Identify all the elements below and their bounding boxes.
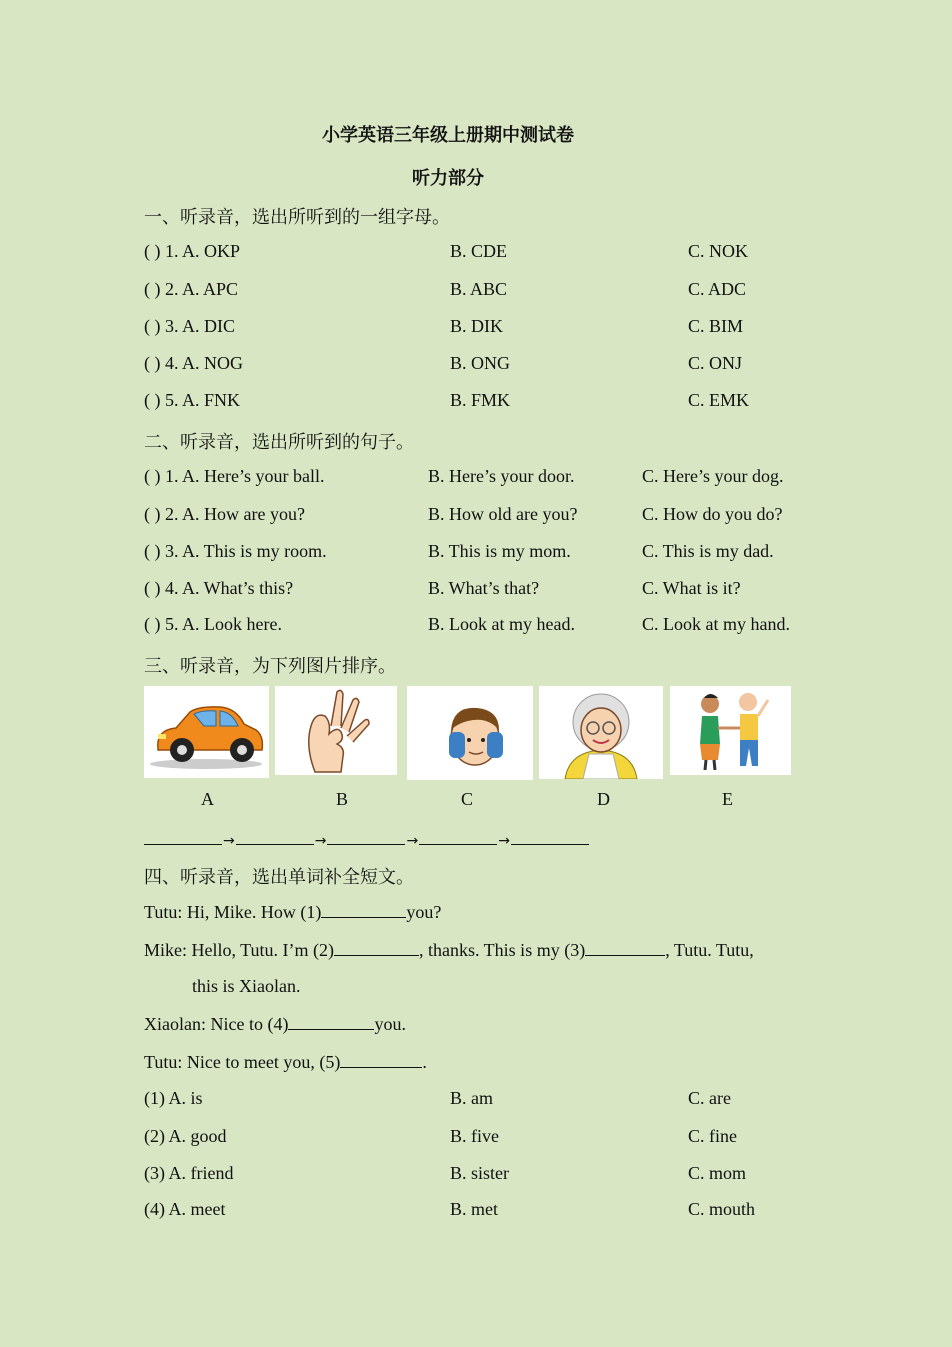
question-prefix: ( ) 4. A. What’s this? [144,578,294,598]
ordering-answer-line [144,828,589,850]
dialogue-text: Tutu: Nice to meet you, (5) [144,1052,341,1072]
option-c: C. ONJ [688,353,743,373]
option-b: B. ONG [450,353,511,373]
answer-blank[interactable] [288,1013,374,1030]
option-c: C. NOK [688,241,749,261]
dialogue-text: , Tutu. Tutu, [665,940,754,960]
arrow-icon: → [314,833,327,849]
picture-label: C [461,789,474,809]
greeting-people-icon [670,686,791,775]
option-a: (2) A. good [144,1126,227,1146]
car-icon [144,686,269,778]
question-row [144,279,844,303]
option-c: C. mouth [688,1199,756,1219]
picture-label: D [597,789,610,809]
answer-blank[interactable] [144,828,222,845]
answer-blank[interactable] [334,939,419,956]
option-b: B. met [450,1199,498,1219]
option-c: C. ADC [688,279,747,299]
question-row [144,241,844,265]
option-c: C. are [688,1088,731,1108]
option-c: C. EMK [688,390,750,410]
answer-blank[interactable] [321,901,406,918]
dialogue-line [144,939,754,961]
option-b: B. What’s that? [428,578,540,598]
option-c: C. Look at my hand. [642,614,790,634]
option-b: B. How old are you? [428,504,578,524]
dialogue-text: Tutu: Hi, Mike. How (1) [144,902,322,922]
option-b: B. Here’s your door. [428,466,575,486]
page-title: 小学英语三年级上册期中测试卷 [322,125,574,145]
question-row [144,541,844,565]
option-c: C. mom [688,1163,747,1183]
question-row [144,353,844,377]
option-b: B. This is my mom. [428,541,571,561]
boy-ears-icon [407,686,533,780]
option-b: B. DIK [450,316,503,336]
answer-blank[interactable] [236,828,314,845]
option-b: B. ABC [450,279,508,299]
question-prefix: ( ) 3. A. This is my room. [144,541,327,561]
section3-heading: 三、听录音，为下列图片排序。 [144,656,396,676]
section2-heading: 二、听录音，选出所听到的句子。 [144,432,414,452]
dialogue-text: Xiaolan: Nice to (4) [144,1014,289,1034]
section4-heading: 四、听录音，选出单词补全短文。 [144,867,414,887]
option-b: B. Look at my head. [428,614,575,634]
ok-hand-icon [275,686,397,775]
question-row [144,466,844,490]
question-prefix: ( ) 1. A. OKP [144,241,241,261]
arrow-icon: → [223,833,235,849]
option-b: B. am [450,1088,493,1108]
option-b: B. five [450,1126,499,1146]
answer-blank[interactable] [327,828,405,845]
option-b: B. FMK [450,390,511,410]
question-row [144,578,844,602]
dialogue-text: Mike: Hello, Tutu. I’m (2) [144,940,335,960]
dialogue-line [144,1013,406,1035]
question-row [144,504,844,528]
option-c: C. What is it? [642,578,741,598]
option-row [144,1126,844,1150]
option-a: (4) A. meet [144,1199,226,1219]
question-prefix: ( ) 1. A. Here’s your ball. [144,466,325,486]
option-c: C. fine [688,1126,737,1146]
question-prefix: ( ) 5. A. FNK [144,390,241,410]
option-b: B. sister [450,1163,510,1183]
question-prefix: ( ) 4. A. NOG [144,353,243,373]
answer-blank[interactable] [585,939,665,956]
question-prefix: ( ) 2. A. How are you? [144,504,305,524]
dialogue-line [144,1051,427,1073]
dialogue-line [144,901,441,923]
question-prefix: ( ) 2. A. APC [144,279,239,299]
answer-blank[interactable] [419,828,497,845]
question-row [144,390,844,414]
option-b: B. CDE [450,241,508,261]
answer-blank[interactable] [511,828,589,845]
dialogue-line: this is Xiaolan. [192,976,301,996]
grandma-icon [539,686,663,779]
picture-label: A [201,789,214,809]
answer-blank[interactable] [340,1051,422,1068]
arrow-icon: → [406,833,419,849]
picture-label: B [336,789,349,809]
dialogue-text: . [422,1052,427,1072]
arrow-icon: → [498,833,510,849]
option-c: C. This is my dad. [642,541,774,561]
option-a: (1) A. is [144,1088,203,1108]
option-row [144,1199,844,1223]
option-a: (3) A. friend [144,1163,234,1183]
option-c: C. How do you do? [642,504,783,524]
picture-label: E [722,789,733,809]
question-prefix: ( ) 3. A. DIC [144,316,235,336]
dialogue-text: , thanks. This is my (3) [419,940,586,960]
section1-heading: 一、听录音，选出所听到的一组字母。 [144,207,450,227]
option-c: C. BIM [688,316,744,336]
question-prefix: ( ) 5. A. Look here. [144,614,282,634]
question-row [144,614,844,638]
option-row [144,1163,844,1187]
option-c: C. Here’s your dog. [642,466,784,486]
dialogue-text: you? [406,902,442,922]
dialogue-text: you. [374,1014,406,1034]
section-title: 听力部分 [412,168,484,188]
option-row [144,1088,844,1112]
question-row [144,316,844,340]
